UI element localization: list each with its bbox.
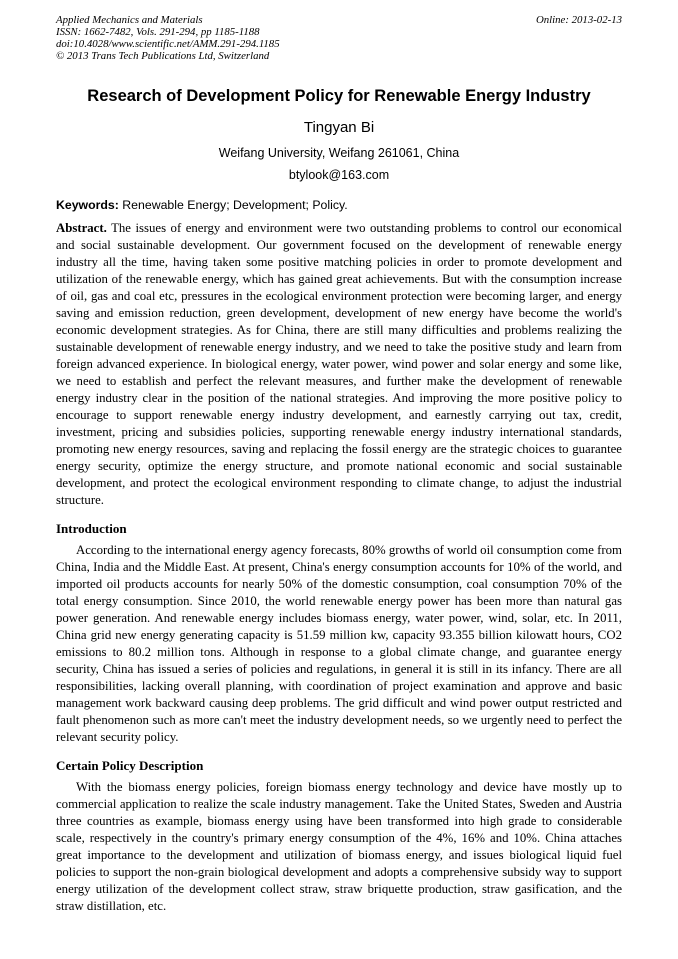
section-introduction	[56, 520, 622, 746]
abstract	[56, 220, 622, 509]
author-name: Tingyan Bi	[303, 119, 375, 136]
section-introduction-paragraph: According to the international energy agency forecasts, 80% growths of world oil consumption come from China, India and the Middle East. At present, China's energy consumption accounts for 10% of the world, and imported oil products accounts for nearly 50% of the domestic consumption, coal consumption 70% of the total energy consumption. Since 2010, the world renewable energy power has been more than natural gas power generation. And renewable energy includes biomass energy, water power, wind, solar, etc. In 2011, China grid new energy generating capacity is 51.59 million kw, capacity 93.355 billion kilowatt hours, CO2 emissions to 80.2 million tons. Although in response to a global climate change, and guarantee energy security, China has issued a series of policies and regulations, in general it is still in its infancy. There are all responsibilities, lacking overall planning, with coordination of project examination and approve and basic management work backward causing deep problems. The grid difficult and wind power output restricted and fault phenomenon such as more can't meet the industry development needs, so we urgently need to perfect the relevant security policy.	[56, 543, 622, 744]
section-certain-policy-paragraph: With the biomass energy policies, foreign biomass energy technology and device have mostly up to commercial application to realize the scale industry management. Take the United States, Sweden and Austria three countries as example, biomass energy using have been transformed into high grade to considerable scale, respectively in the country's primary energy consumption of the 4%, 16% and 10%. China attaches great importance to the development and utilization of biomass energy, and issues biological liquid fuel policies to support the non-grain biological development and adopts a comprehensive subsidy way to support energy utilization of the development collect straw, straw briquette production, straw gasification, and the straw distillation, etc.	[56, 780, 622, 913]
author-affiliation: Weifang University, Weifang 261061, China	[218, 146, 460, 160]
paper-title: Research of Development Policy for Renewable Energy Industry	[87, 87, 591, 105]
journal-header	[56, 14, 622, 62]
keywords-line	[56, 198, 622, 213]
abstract-label: Abstract.	[56, 221, 107, 235]
keywords-label: Keywords:	[56, 198, 119, 212]
abstract-text: The issues of energy and environment were two outstanding problems to control our economical and social sustainable development. Our government focused on the development of renewable energy industry all the time, having taken some positive matching policies in order to promote development and utilization of the renewable energy, which has gained great achievements. But with the consumption increase of oil, gas and coal etc, pressures in the ecological environment protection were becoming larger, and energy saving and emission reduction, green development, development of new energy have become the world's economic development strategies. As for China, there are still many difficulties and problems realizing the sustainable development of renewable energy industry, and we need to take the positive study and learn from foreign advanced experience. In biological energy, water power, wind power and solar energy and some like, we need to establish and perfect the relevant measures, and further make the development of renewable energy industry clear in the position of the national strategies. And improving the more positive policy to encourage to support renewable energy industry development, and earnestly carrying out tax, credit, investment, pricing and subsidies policies, supporting renewable energy industry international standards, promoting new energy resources, saving and replacing the fossil energy are the strategic choices to guarantee energy security, optimize the energy structure, and promote national economic and social sustainable development, and protect the ecological environment responding to climate change, to adjust the industrial structure.	[56, 221, 622, 507]
journal-name: Applied Mechanics and Materials	[56, 14, 203, 26]
section-certain-policy-heading: Certain Policy Description	[56, 758, 204, 773]
keywords-text: Renewable Energy; Development; Policy.	[122, 198, 348, 212]
journal-copyright-line: © 2013 Trans Tech Publications Ltd, Switzerland	[56, 50, 270, 62]
section-certain-policy-description	[56, 757, 622, 915]
journal-doi-line: doi:10.4028/www.scientific.net/AMM.291-294.1185	[56, 38, 280, 50]
journal-issn-line: ISSN: 1662-7482, Vols. 291-294, pp 1185-1188	[56, 26, 260, 38]
author-email: btylook@163.com	[288, 168, 390, 182]
online-date: Online: 2013-02-13	[535, 14, 622, 26]
section-introduction-heading: Introduction	[56, 521, 127, 536]
journal-info-block	[56, 14, 280, 62]
